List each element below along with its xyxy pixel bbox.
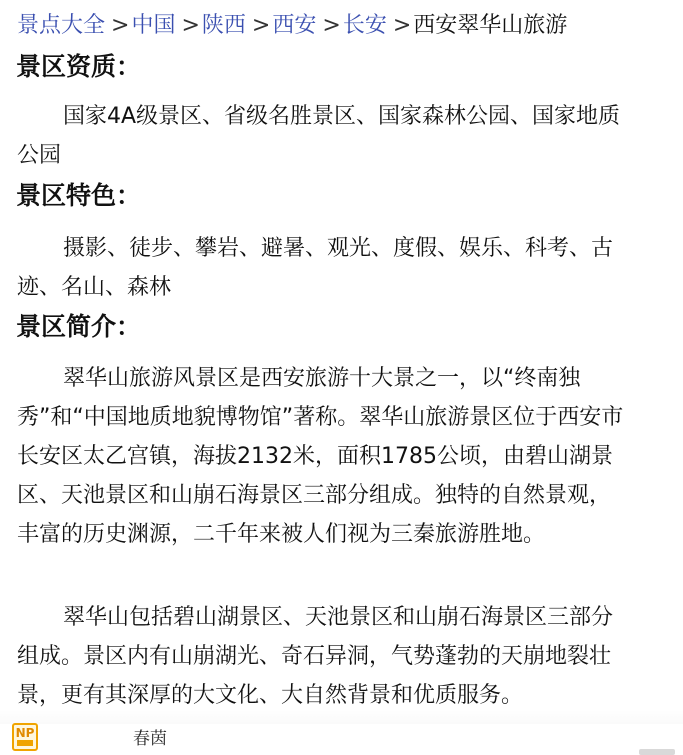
text-line: 迹、名山、森林 [17,275,172,300]
breadcrumb-link-shaanxi[interactable]: 陕西 [201,13,246,38]
text-line: 长安区太乙宫镇，海拔2132米，面积1785公顷，由碧山湖景 [17,444,613,469]
text-line: 翠华山旅游风景区是西安旅游十大景之一，以“终南独 [63,366,581,391]
breadcrumb-separator: > [322,13,341,38]
footer-fade [0,710,683,724]
breadcrumb-separator: > [181,13,200,38]
section-heading-qualification: 景区资质： [16,52,142,81]
text-line: 区、天池景区和山崩石海景区三部分组成。独特的自然景观， [17,483,612,508]
breadcrumb-link-changan[interactable]: 长安 [342,13,387,38]
breadcrumb-separator: > [111,13,130,38]
breadcrumb-separator: > [392,13,412,38]
text-line: 国家4A级景区、省级名胜景区、国家森林公园、国家地质 [63,104,621,129]
breadcrumb-link-xian[interactable]: 西安 [272,13,317,38]
scrollbar-thumb[interactable] [639,749,675,755]
breadcrumb-link-china[interactable]: 中国 [131,13,176,38]
logo-bar [17,740,33,746]
section-heading-introduction: 景区简介： [16,312,142,341]
breadcrumb [17,10,567,42]
text-line: 公园 [17,143,62,168]
logo-text: NP [15,726,35,740]
introduction-paragraph-2 [17,598,669,715]
breadcrumb-link-all-attractions[interactable]: 景点大全 [17,13,106,38]
breadcrumb-separator: > [251,13,271,38]
text-line: 摄影、徒步、攀岩、避暑、观光、度假、娱乐、科考、古 [63,236,614,261]
text-line: 景，更有其深厚的大文化、大自然背景和优质服务。 [17,683,524,708]
qualification-text [17,97,669,175]
section-heading-features: 景区特色： [16,181,142,210]
introduction-paragraph-1 [17,359,669,554]
features-text [17,229,669,307]
footer-author-name: 春茵 [133,729,167,749]
text-line: 组成。景区内有山崩湖光、奇石异洞，气势蓬勃的天崩地裂壮 [17,644,612,669]
text-line: 秀”和“中国地质地貌博物馆”著称。翠华山旅游景区位于西安市 [17,405,624,430]
text-line: 丰富的历史渊源，二千年来被人们视为三秦旅游胜地。 [17,522,546,547]
np-logo-icon [12,723,38,751]
breadcrumb-current: 西安翠华山旅游 [413,13,568,38]
footer-bar [0,710,683,755]
text-line: 翠华山包括碧山湖景区、天池景区和山崩石海景区三部分 [63,605,614,630]
